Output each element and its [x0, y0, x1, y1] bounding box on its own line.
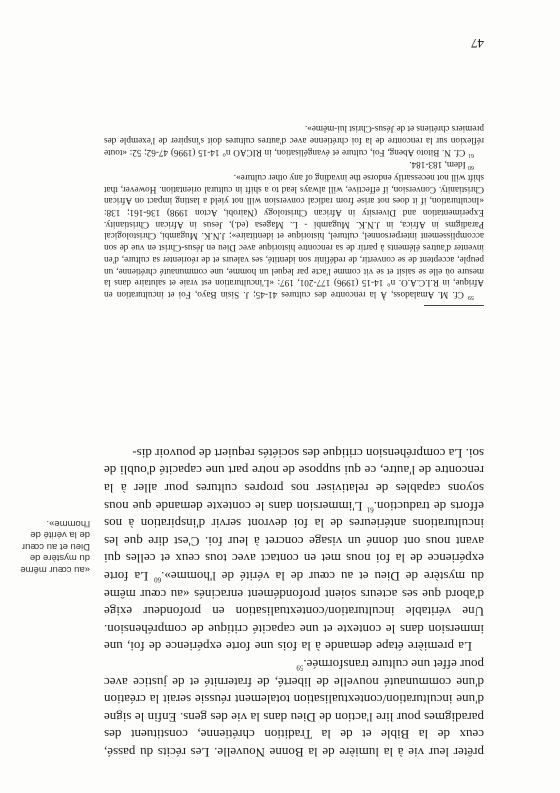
- footnote: [104, 122, 484, 157]
- footnote-text: Idem, 183-184.: [409, 160, 466, 171]
- footnote-text: Cf. M. Amaladoss, À la rencontre des cultures 41-45; J. Sisin Bayo, Foi et inculturation en Afrique, in R.I.C.A.O. n° 14-15 (1996) 177-201, 197: «L'inculturation est vraie et salutaire dans la mesure où elle se saisit et se vit comme l'acte par lequel un homme, une communauté chrétienne, un peuple, acceptent de se convertir, de redéfinir son identité, ses valeurs et de réorienter sa culture, d'en inventer d'autres éléments à partir de sa rencontre historique avec Dieu en Jésus-Christ en vue de son accomplissement interpersonnel, culturel, historique et identitaire»; J.N.K. Mugambi, Christological Paradigms in Africa, in J.N.K. Mugambi - L. Magesa (ed.), Jesus in African Christianity. Experimentation and Diversity in African Christology (Nairobi, Acton 1998) 136-161; 138: «Inculturation, if it does not arise from radical conversion will not yield a lasting impact on African Christianity. Conversion, if effective, will always lead to a shift in cultural orientation. However, that shift will not necessarily endorse the invading of any other culture».: [104, 172, 484, 300]
- footnote-rule: [424, 305, 484, 306]
- paragraph-text: La forte expérience de la foi nous met en contact avec tous ceux et celles qui avant nous ont donné un visage concret à leur foi. C'est dire que les inculturations antérieures de la foi devront servir d'inspiration à nos efforts de traduction.: [104, 498, 484, 585]
- paragraph-text: La première étape demande à la fois une forte expérience de foi, une immersion dans le contexte et une capacité critique de compréhension. Une véritable inculturation/contextualisation en profondeur exige d'abord que ses acteurs soient profondément enracinés «au cœur même du mystère de Dieu et au cœur de la vérité de l'homme».: [104, 569, 484, 655]
- footnote-ref: 61: [366, 505, 374, 514]
- paragraph-text: prêter leur vie à la lumière de la Bonne Nouvelle. Les récits du passé, ceux de la Bible et de la Tradition chrétienne, constituent des paradigmes pour lire l'action de Dieu dans la vie des gens. Enfin le signe d'une inculturation/contextualisation totalement réussie serait la création d'une communauté nouvelle de liberté, de fraternité et de justice avec pour effet une culture transformée.: [104, 657, 484, 760]
- footnote-number: 59: [468, 294, 474, 301]
- body-text: [104, 444, 484, 761]
- footnote: [104, 159, 484, 171]
- footnote: [104, 171, 484, 300]
- footnote-ref: 59: [296, 663, 304, 672]
- footnote-text: Cf. N. Bitoto Abeng, Foi, culture et évangélisation, in RICAO n° 14-15 (1996) 47-62; 52: «toute réflexion sur la rencontre de la foi chrétienne avec d'autres cultures doit s'inspirer de l'exemple des premiers chrétiens et de Jésus-Christ lui-même».: [104, 124, 484, 158]
- footnote-ref: 60: [154, 575, 162, 584]
- paragraph: [104, 444, 484, 655]
- paragraph-text: L'immersion dans le contexte demande que nous soyons capables de relativiser nos propres cultures pour aller à la rencontre de l'autre, ce qui suppose de notre part une capacité d'oubli de soi. La compréhension critique des sociétés requiert de pouvoir dis-: [104, 445, 484, 514]
- margin-quote: «au cœur même du mystère de Dieu et au cœur de la vérité de l'homme».: [20, 518, 90, 575]
- footnote-number: 60: [468, 164, 474, 171]
- footnotes: [104, 121, 484, 300]
- paragraph: [104, 655, 484, 761]
- footnote-number: 61: [468, 151, 474, 158]
- page-number: 47: [471, 36, 484, 51]
